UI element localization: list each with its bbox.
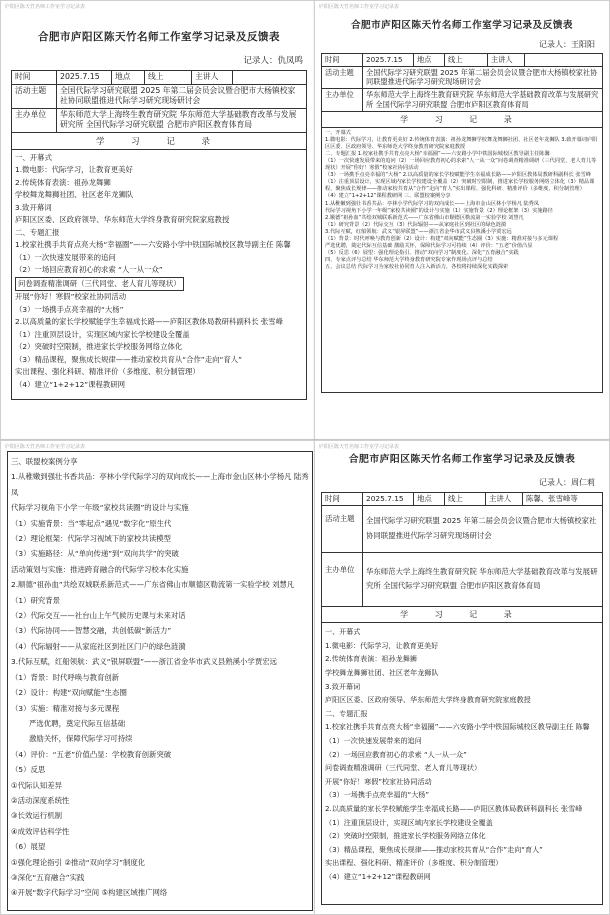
- info-table: [11, 70, 307, 133]
- theme-label: 活动主题: [322, 505, 363, 552]
- sheet-header-watermark: 庐阳区陈天竹名师工作室学习记录表: [319, 444, 400, 450]
- record-line: [15, 277, 303, 292]
- time-value: 2025.7.15: [363, 54, 414, 67]
- record-line: 庐阳区区委、区政府领导、华东师范大学终身教育研究院家庭教授: [15, 215, 230, 225]
- theme-label: 活动主题: [12, 84, 57, 108]
- record-line: 代际学习视角下小学一年级“家校共读圈”的设计与实施: [11, 503, 189, 513]
- record-line: （1）注重顶层设计，实现区域内家长学校建设全覆盖: [325, 817, 493, 827]
- section-heading: 学 习 记 录: [321, 112, 603, 128]
- theme-label: 活动主题: [322, 66, 363, 88]
- time-label: 时间: [322, 54, 363, 67]
- record-line: 二、专题汇报: [15, 227, 60, 237]
- record-line: （4）评价：“五老”价值凸显：学校教育创新突破: [11, 749, 172, 759]
- record-line: 实出课程、强化科研、精准评价（多维度、积分制管理）: [325, 858, 503, 868]
- record-line: （3）实施路径：从“单向传递”到“双向共学”的突破: [11, 549, 179, 559]
- record-line: 四、专家点评与总结 华东师范大学终身教育研究院专家作现场点评与总结: [325, 257, 493, 264]
- record-body: [321, 128, 603, 393]
- record-body: [7, 451, 313, 911]
- highlighted-line: 问卷调查精准调研（三代同堂、老人育儿等现状）: [15, 277, 184, 292]
- record-line: ③深化“五育融合”实践: [11, 872, 85, 882]
- record-line: 问卷调查精准调研（三代同堂、老人育儿等现状）: [325, 763, 482, 773]
- record-line: ③长效运行机制: [11, 811, 62, 821]
- record-line: 实出课程、强化科研、精准评价（多维度、积分制管理）: [15, 367, 200, 377]
- record-line: （3）精品课程，聚焦成长规律——推动家校共育从“合作”走向“育人”: [325, 844, 543, 854]
- section-heading: 学 习 记 录: [11, 133, 307, 150]
- record-line: （1）研究背景: [11, 595, 61, 605]
- record-line: 1.微电影：代际学习，让教育更美好: [325, 640, 439, 650]
- record-line: 1.校家社携手共育点亮大杨“幸福圈”——六安路小学中铁国际城校区教导副主任 陈馨: [15, 240, 291, 250]
- record-body: [321, 623, 603, 905]
- place-label: 地点: [414, 493, 445, 506]
- organizer-value: 华东师范大学上海终生教育研究院 华东师范大学基础教育改革与发展研究所 全国代际学习研究联盟 合肥市庐阳区教育体育局: [57, 108, 307, 132]
- record-line: 激励关怀，保障代际学习可持续: [29, 734, 133, 744]
- sheet-form: [11, 70, 307, 400]
- record-line: （1）背景：时代呼唤与教育创新（2）设计：构建“双向赋能”生态圈（3）实施：精准对接与多元课程: [325, 236, 559, 242]
- record-line: （4）代际辐射——从家庭社区到社区门户的绿色涟漪: [11, 641, 186, 651]
- record-line: 庐阳区区委、区政府领导、华东师范大学终身教育研究院家庭教授: [325, 695, 531, 705]
- record-line: （2）一场回应教育初心的求索 “人一从一众”: [15, 265, 163, 275]
- record-line: （1）一次快速发展带来的追问: [325, 735, 422, 745]
- theme-value: 全国代际学习研究联盟 2025 年第二届会员会议暨合肥市大杨镇校家社协同联盟推进代际学习研究现场研讨会: [363, 505, 603, 552]
- record-line: （3）一场携手点亮幸福的“大杨” 2.以高质量的家长学校赋能学生幸福成长路——庐阳区教体局教研科副科长 张雪峰: [325, 172, 591, 179]
- record-line: 1.从稚嫩到强壮书香共品：亭林小学代际学习的双向成长——上海市金山区林小学杨凡 陆秀凤: [325, 200, 540, 207]
- sheet-form: [321, 53, 603, 393]
- record-line: 严选优聘，奠定代际互信基础: [29, 718, 126, 728]
- record-line: 严选优聘，奠定代际互信基础 激励关怀，保障代际学习可持续（4）评价：“五老”价值凸显: [325, 243, 533, 250]
- info-table: [321, 492, 603, 607]
- record-line: （4）建立“1+2+12”课程教研网: [15, 379, 126, 389]
- record-line: 三、联盟校案例分享: [11, 457, 78, 466]
- record-line: （6）展望: [11, 842, 46, 852]
- record-line: ②活动深度系统性: [11, 795, 70, 805]
- place-label: 地点: [112, 71, 145, 85]
- record-line: （1）实施背景：当“零起点”遇见“数字化”原生代: [11, 518, 172, 528]
- record-line: 1.微电影：代际学习，让教育更美好: [15, 165, 133, 175]
- time-value: 2025.7.15: [363, 493, 414, 506]
- record-line: 1.校家社携手共育点亮大杨“幸福圈”——六安路小学中铁国际城校区教导副主任 陈馨: [325, 722, 590, 732]
- place-value: 线上: [445, 54, 488, 67]
- record-line: （3）代际协同——智慧交融，共创低碳“新活力”: [11, 626, 172, 636]
- record-line: 1.从稚嫩到强壮书香共品：亭林小学代际学习的双向成长——上海市金山区林小学杨凡 陆秀凤: [11, 472, 309, 497]
- record-line: （4）建立“1+2+12”课程教研网 三、联盟校案例分享: [325, 193, 451, 200]
- host-label: 主讲人: [192, 71, 233, 85]
- place-value: 线上: [145, 71, 192, 85]
- sheet-form: [321, 492, 603, 905]
- record-line: 五、会议总结 代际学习为家校社协同育人注入新活力，各校将持续深化实践探索: [325, 264, 509, 271]
- record-line: （1）注重顶层设计，实现区域内家长学校建设全覆盖（2）突破时空限制，推进家长学校服务网络立体化（3）精品课程，聚焦成长规律——推动家校共育从“合作”走向“育人”实出课程、强化科研、精准评价（多维度、积分制管理）: [325, 179, 595, 193]
- record-line: 二、专题汇报: [325, 708, 368, 718]
- host-label: 主讲人: [488, 54, 525, 67]
- record-line: ①强化理论指引 ②推动“双向学习”制度化: [11, 857, 146, 867]
- organizer-value: 华东师范大学上海终生教育研究院 华东师范大学基础教育改革与发展研究所 全国代际学习研究联盟 合肥市庐阳区教育体育局: [363, 552, 603, 607]
- record-line: 一、开幕式: [325, 627, 361, 637]
- record-line: 2.以高质量的家长学校赋能学生幸福成长路——庐阳区教体局教研科副科长 张雪峰: [325, 803, 583, 813]
- record-line: 一、开幕式: [325, 129, 351, 136]
- record-line: ④成效评估科学性: [11, 826, 70, 836]
- host-value: [525, 54, 603, 67]
- record-line: 一、开幕式: [15, 152, 52, 162]
- organizer-label: 主办单位: [12, 108, 57, 132]
- sheet-header-watermark: 庐阳区陈天竹名师工作室学习记录表: [319, 4, 400, 10]
- record-line: （2）代际交互——社台山上午气候历史课与未来对话: [11, 611, 186, 621]
- record-line: （5）反思: [11, 765, 46, 775]
- host-label: 主讲人: [486, 493, 523, 506]
- record-line: ④开展“数字代际学习”空间 ⑤构建区域推广网络: [11, 888, 168, 898]
- record-line: （1）一次快速发展带来的追问（2）一场回应教育初心的求索“人一从一众”问卷调查精准调研（三代同堂、老人育儿等现状）开展“你好！寒假”校家社协同活动: [325, 157, 597, 172]
- record-line: （2）设计：构建“双向赋能”生态圈: [11, 688, 127, 698]
- record-line: （2）突破时空限制，推进家长学校服务网络立体化: [325, 831, 486, 841]
- record-line: 3.致开幕词: [325, 681, 361, 691]
- record-line: （3）实施：精准对接与多元课程: [11, 703, 120, 713]
- record-line: 3.致开幕词: [15, 202, 52, 212]
- record-line: 2.以高质量的家长学校赋能学生幸福成长路——庐阳区教体局教研科副科长 张雪峰: [15, 317, 284, 327]
- record-line: 学校舞龙舞狮社团、社区老年龙狮队: [15, 190, 134, 200]
- record-line: （3）一场携手点亮幸福的“大杨”: [15, 304, 124, 314]
- record-sheet-1: [0, 0, 318, 440]
- record-line: （4）建立“1+2+12”课程教研网: [325, 871, 431, 881]
- section-heading: 学 习 记 录: [321, 607, 603, 623]
- place-value: 线上: [445, 493, 486, 506]
- record-line: 2.传统体育表演：祖孙龙舞狮: [325, 654, 417, 664]
- organizer-value: 华东师范大学上海终生教育研究院 华东师范大学基础教育改革与发展研究所 全国代际学习研究联盟 合肥市庐阳区教育体育局: [363, 89, 603, 111]
- record-line: （1）一次快速发展带来的追问: [15, 252, 116, 262]
- theme-value: 全国代际学习研究联盟 2025 年第二届会员会议暨合肥市大杨镇校家社协同联盟推进代际学习研究现场研讨会: [57, 84, 307, 108]
- record-line: 2.传统体育表演：祖孙龙舞狮: [15, 177, 111, 187]
- record-line: 二、专题汇报 1.校家社携手共育点亮大杨“幸福圈”——六安路小学中铁国际城校区教导副主任陈馨: [325, 150, 550, 157]
- organizer-label: 主办单位: [322, 89, 363, 111]
- recorder: 记录人：仇凤鸣: [243, 56, 303, 66]
- recorder: 记录人：王阳阳: [539, 40, 595, 49]
- record-line: ①代际认知差异: [11, 780, 62, 790]
- time-label: 时间: [322, 493, 363, 506]
- record-line: 2.顺德“祖孙血”共绘双城联系新范式——广东省佛山市顺德区勒流第一实验学校 刘慧凡: [325, 214, 524, 221]
- record-line: （2）理论框架：代际学习视域下的家校共读模型: [11, 534, 171, 544]
- record-line: （3）精品课程，聚焦成长规律——推动家校共育从“合作”走向“育人”: [15, 354, 242, 364]
- record-line: 学校舞龙舞狮社团、社区老年龙狮队: [325, 668, 439, 678]
- record-sheet-2: [314, 0, 610, 440]
- time-label: 时间: [12, 71, 57, 85]
- theme-value: 全国代际学习研究联盟 2025 年第二届会员会议暨合肥市大杨镇校家社协同联盟推进代际学习研究现场研讨会: [363, 66, 603, 88]
- record-body: [11, 150, 307, 400]
- record-line: （1）背景：时代呼唤与教育创新: [11, 672, 120, 682]
- record-line: 1.微电影：代际学习，让教育更美好 2.传统体育表演：祖孙龙舞狮学校舞龙舞狮社团、社区老年龙狮队 3.致开幕词庐阳区区委、区政府领导、华东师范大学终身教育研究院家庭教授: [325, 136, 598, 150]
- organizer-label: 主办单位: [322, 552, 363, 607]
- record-line: 代际学习视角下小学一年级“家校共读圈”的设计与实施（1）实施背景（2）理论框架（3）实施路径: [325, 207, 553, 214]
- host-value: [233, 71, 307, 85]
- sheet-title: 合肥市庐阳区陈天竹名师工作室学习记录及反馈表: [350, 20, 574, 31]
- record-line: （1）注重顶层设计，实现区域内家长学校建设全覆盖: [15, 329, 190, 339]
- record-line: 开展“你好！寒假”校家社协同活动: [325, 776, 432, 786]
- sheet-header-watermark: 庐阳区陈天竹名师工作室学习记录表: [5, 444, 86, 450]
- record-line: 2.顺德“祖孙血”共绘双城联系新范式——广东省佛山市顺德区勒流第一实验学校 刘慧凡: [11, 580, 295, 590]
- record-line: （3）一场携手点亮幸福的“大杨”: [325, 790, 430, 800]
- recorder: 记录人：周仁莉: [539, 478, 595, 487]
- record-line: （2）一场回应教育初心的求索 “人一从一众”: [325, 749, 467, 759]
- record-line: （2）突破时空限制，推进家长学校服务网络立体化: [15, 342, 183, 352]
- sheet-header-watermark: 庐阳区陈天竹名师工作室学习记录表: [5, 4, 86, 10]
- place-label: 地点: [414, 54, 445, 67]
- record-line: （1）研究背景（2）代际交互（3）代际辐射——从家庭社区到社区的绿色涟漪: [325, 221, 507, 228]
- info-table: [321, 53, 603, 112]
- record-sheet-4: [314, 440, 610, 915]
- record-line: 3.代际互赋，红船领航：武义“银屏联盟”——浙江省金华市武义县熟溪小学贾宏远: [325, 228, 512, 235]
- record-line: 开展“你好！寒假”校家社协同活动: [15, 292, 127, 302]
- record-line: 活动策划与实施：推进跨育融合的代际学习校本化实施: [11, 564, 189, 574]
- host-value: 陈馨、张雪峰等: [523, 493, 603, 506]
- record-line: （5）反思（6）展望：强化理论指引、推动“双向学习”制度化、深化“五育融合”实践: [325, 250, 519, 257]
- record-sheet-3: [0, 440, 318, 915]
- record-line: 3.代际互赋，红船领航：武义“银屏联盟”——浙江省金华市武义县熟溪小学贾宏远: [11, 657, 277, 667]
- time-value: 2025.7.15: [57, 71, 112, 85]
- sheet-title: 合肥市庐阳区陈天竹名师工作室学习记录及反馈表: [348, 454, 576, 465]
- sheet-title: 合肥市庐阳区陈天竹名师工作室学习记录及反馈表: [38, 31, 280, 43]
